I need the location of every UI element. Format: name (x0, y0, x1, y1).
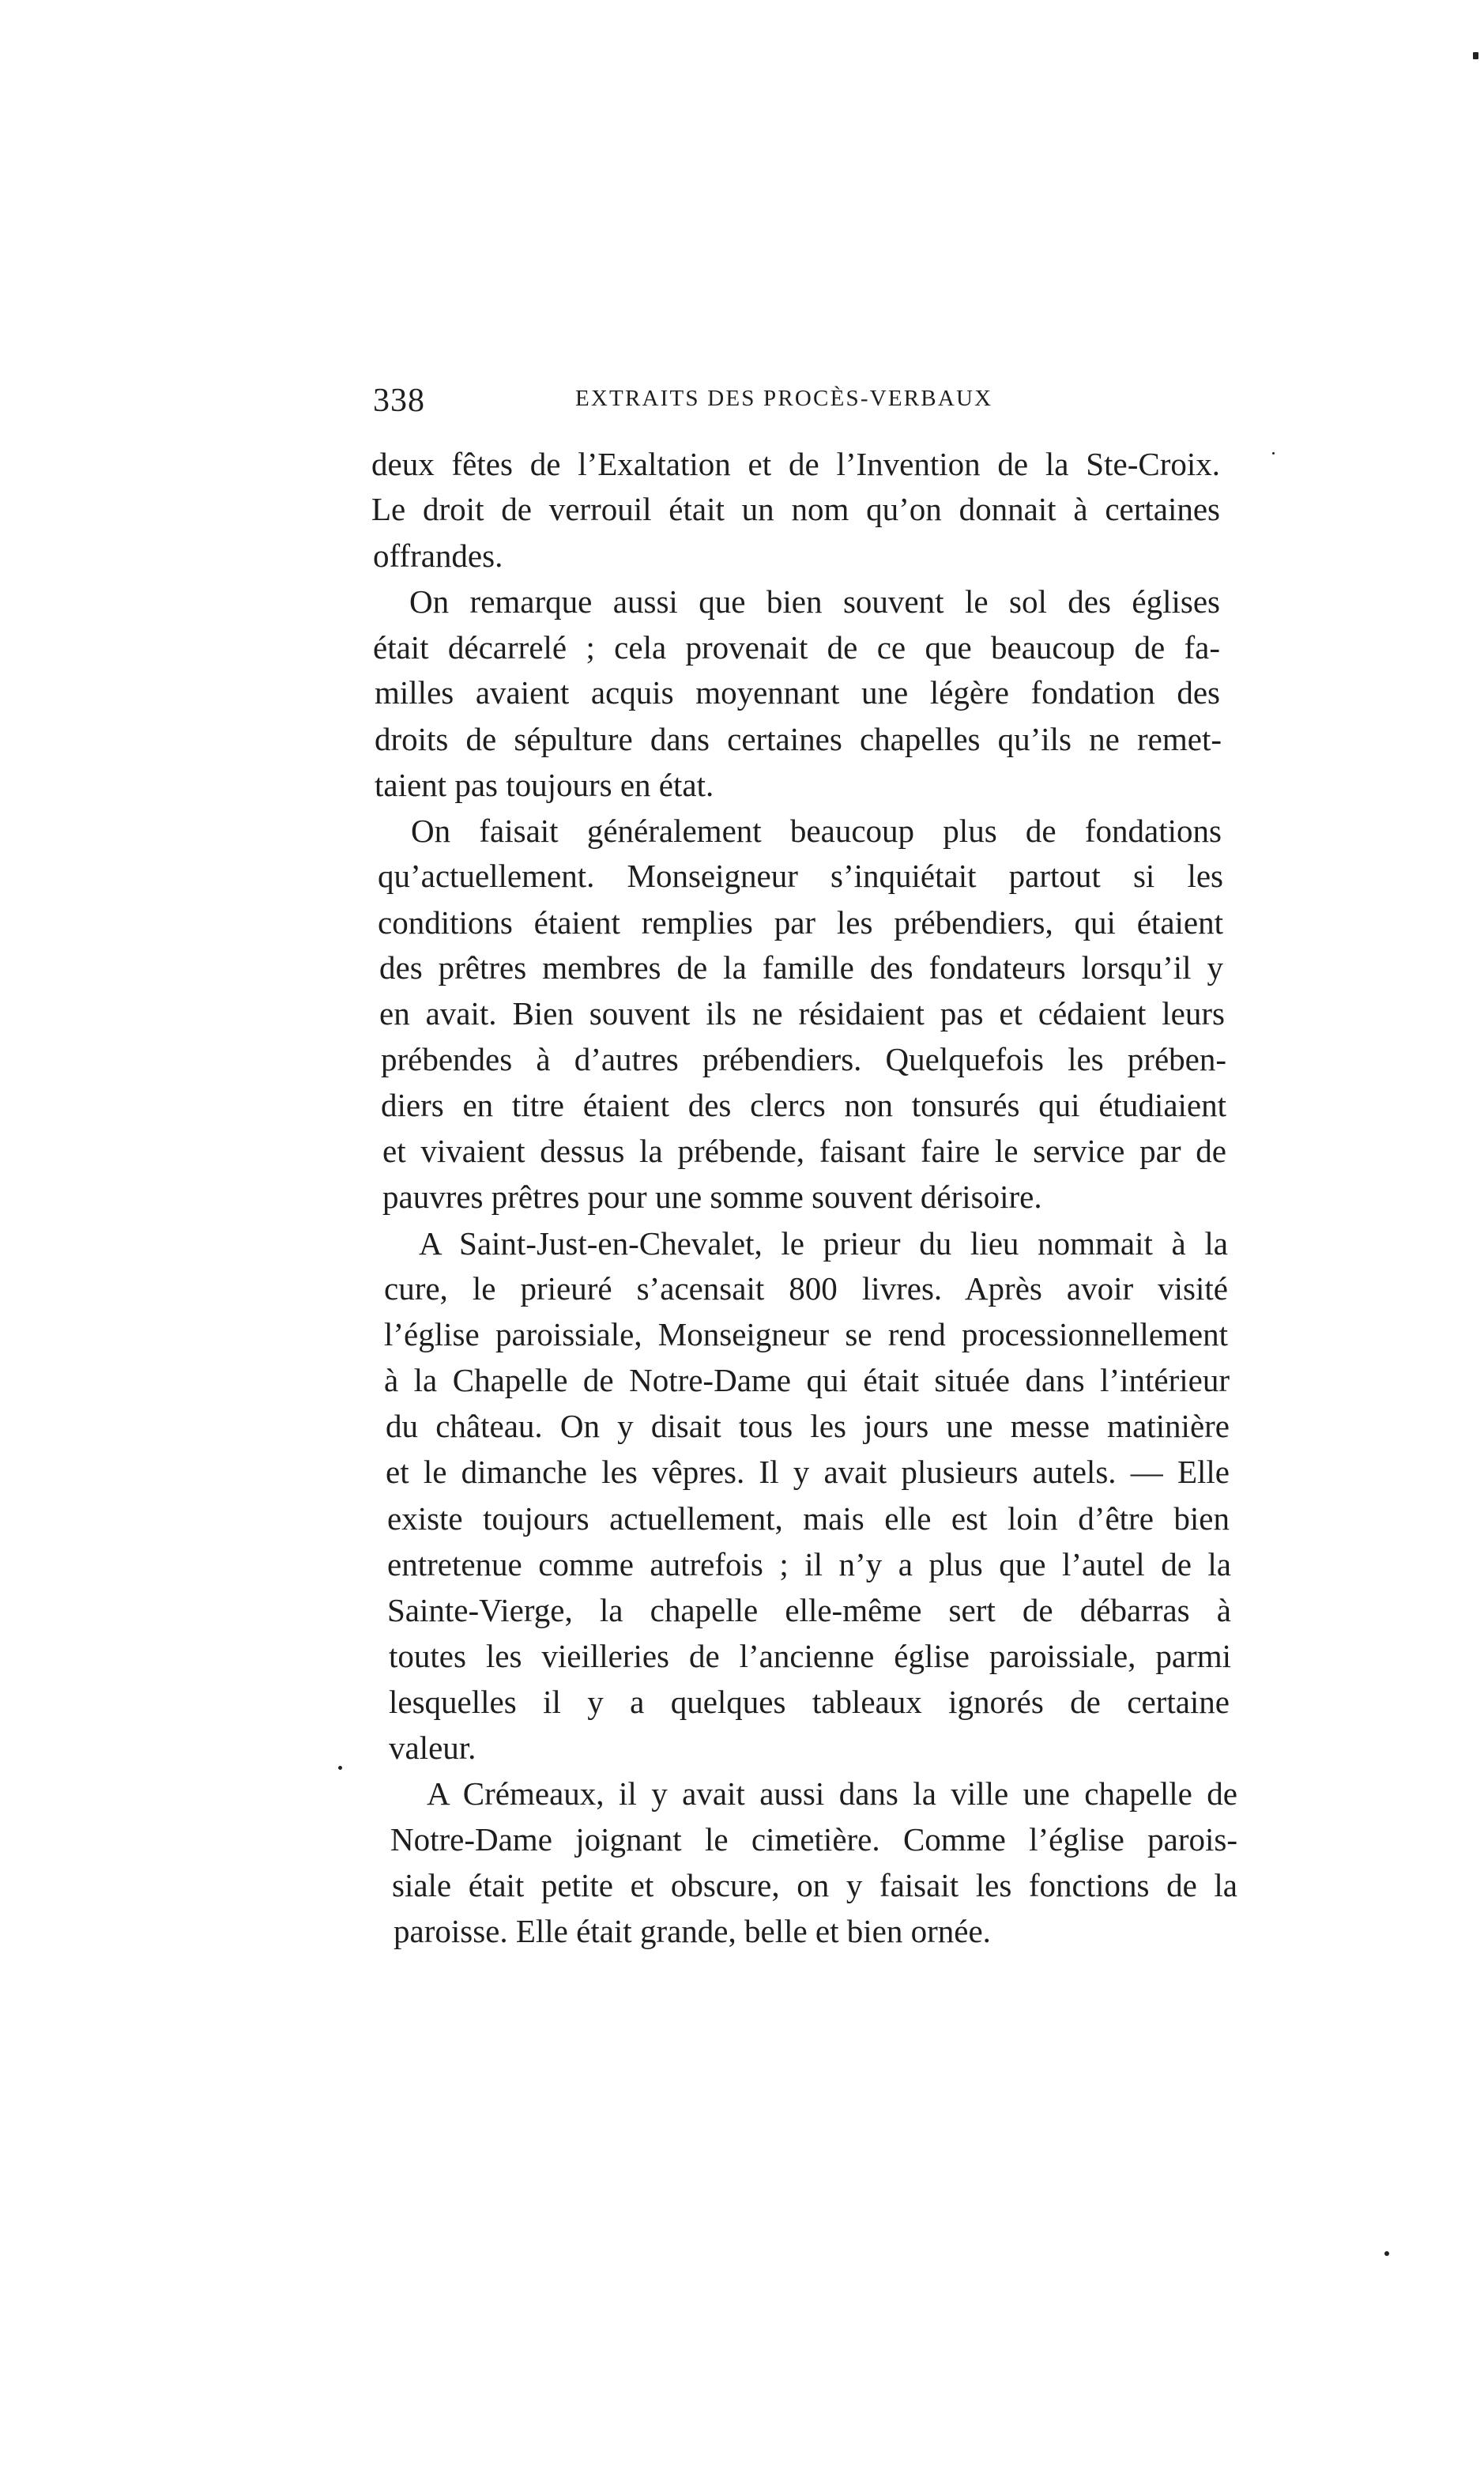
running-head: EXTRAITS DES PROCÈS-VERBAUX (575, 386, 993, 411)
text-line: valeur. (389, 1729, 476, 1766)
scan-speck (1384, 2251, 1389, 2256)
text-line: qu’actuellement. Monseigneur s’inquiétait partout si les (378, 858, 1223, 894)
scan-speck (1272, 452, 1275, 455)
text-line: offrandes. (373, 538, 503, 574)
text-line: On faisait généralement beaucoup plus de fondations (411, 813, 1222, 849)
text-line: siale était petite et obscure, on y faisait les fonctions de la (392, 1867, 1237, 1903)
text-line: A Saint-Just-en-Chevalet, le prieur du lieu nommait à la (419, 1225, 1228, 1262)
text-line: et le dimanche les vêpres. Il y avait plusieurs autels. — Elle (386, 1454, 1230, 1490)
text-line: du château. On y disait tous les jours une messe matinière (386, 1408, 1230, 1444)
text-line: pauvres prêtres pour une somme souvent dérisoire. (382, 1179, 1042, 1215)
text-line: Le droit de verrouil était un nom qu’on donnait à certaines (371, 491, 1220, 527)
text-line: était décarrelé ; cela provenait de ce que beaucoup de fa- (373, 629, 1220, 666)
text-line: existe toujours actuellement, mais elle est loin d’être bien (387, 1500, 1230, 1537)
text-line: lesquelles il y a quelques tableaux ignorés de certaine (389, 1684, 1230, 1720)
text-line: entretenue comme autrefois ; il n’y a plus que l’autel de la (387, 1546, 1231, 1582)
text-line: taient pas toujours en état. (375, 767, 714, 803)
text-line: cure, le prieuré s’acensait 800 livres. Après avoir visité (384, 1270, 1228, 1307)
text-line: A Crémeaux, il y avait aussi dans la ville une chapelle de (427, 1775, 1237, 1812)
text-line: droits de sépulture dans certaines chapelles qu’ils ne remet- (375, 721, 1222, 757)
text-line: Notre-Dame joignant le cimetière. Comme l’église parois- (390, 1821, 1237, 1858)
scan-speck (338, 1766, 342, 1770)
text-line: paroisse. Elle était grande, belle et bien ornée. (394, 1913, 991, 1949)
text-line: en avait. Bien souvent ils ne résidaient pas et cédaient leurs (379, 995, 1225, 1032)
text-line: diers en titre étaient des clercs non tonsurés qui étudiaient (381, 1087, 1226, 1123)
text-line: On remarque aussi que bien souvent le sol des églises (409, 583, 1220, 620)
text-line: et vivaient dessus la prébende, faisant faire le service par de (382, 1133, 1226, 1169)
text-line: l’église paroissiale, Monseigneur se rend processionnellement (384, 1316, 1228, 1352)
text-line: milles avaient acquis moyennant une légère fondation des (375, 674, 1220, 711)
text-line: Sainte-Vierge, la chapelle elle-même sert de débarras à (387, 1592, 1231, 1628)
text-line: deux fêtes de l’Exaltation et de l’Invention de la Ste-Croix. (371, 446, 1220, 482)
scan-speck (1473, 52, 1478, 59)
text-line: conditions étaient remplies par les prébendiers, qui étaient (378, 904, 1223, 941)
page-number: 338 (373, 383, 425, 419)
text-line: à la Chapelle de Notre-Dame qui était située dans l’intérieur (384, 1362, 1230, 1398)
text-line: toutes les vieilleries de l’ancienne église paroissiale, parmi (389, 1638, 1231, 1674)
text-line: prébendes à d’autres prébendiers. Quelquefois les prében- (381, 1041, 1226, 1077)
text-line: des prêtres membres de la famille des fondateurs lorsqu’il y (379, 949, 1223, 986)
